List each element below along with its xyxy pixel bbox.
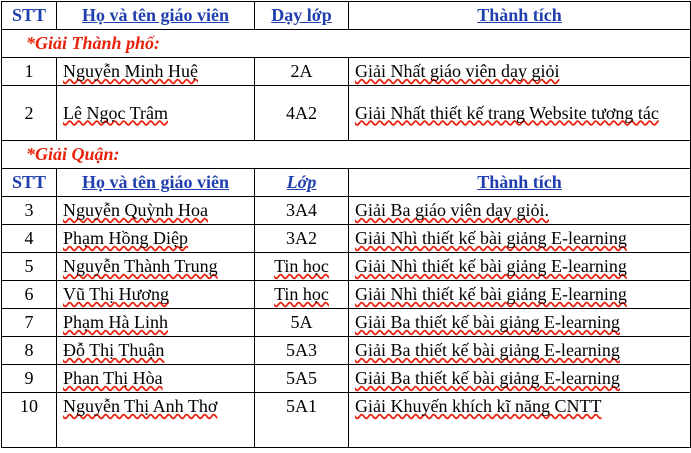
header-stt: STT: [2, 169, 57, 197]
awards-table: [1, 1, 691, 448]
cell-name: [57, 86, 255, 141]
header-class: [255, 2, 349, 30]
cell-achievement-text: Giải Nhì thiết kế bài giảng E-learning: [355, 284, 627, 304]
cell-achievement-text: Giải Ba thiết kế bài giảng E-learning: [355, 340, 620, 360]
header-achievement: [349, 169, 691, 197]
table-row: [2, 365, 691, 393]
cell-achievement-text: Giải Nhì thiết kế bài giảng E-learning: [355, 228, 627, 248]
table-row: [2, 86, 691, 141]
cell-class: 4A2: [255, 86, 349, 141]
cell-name: [57, 365, 255, 393]
cell-class: 2A: [255, 58, 349, 86]
cell-name-text: Đỗ Thị Thuận: [63, 340, 165, 360]
table-row: [2, 337, 691, 365]
cell-achievement-text: Giải Ba thiết kế bài giảng E-learning: [355, 368, 620, 388]
cell-name-text: Nguyễn Minh Huệ: [63, 61, 198, 81]
cell-achievement-text: Giải Khuyến khích kĩ năng CNTT: [355, 396, 602, 416]
section-row-city: [2, 30, 691, 58]
cell-class: 3A4: [255, 197, 349, 225]
cell-name: [57, 197, 255, 225]
cell-achievement: [349, 337, 691, 365]
cell-name-text: Phan Thị Hòa: [63, 368, 163, 388]
header-achievement-text: Thành tích: [477, 5, 562, 25]
cell-stt: 6: [2, 281, 57, 309]
cell-class: 5A3: [255, 337, 349, 365]
header-name: [57, 169, 255, 197]
cell-achievement: [349, 86, 691, 141]
cell-class: 5A: [255, 309, 349, 337]
cell-stt: 3: [2, 197, 57, 225]
header-name-text: Họ và tên giáo viên: [82, 172, 229, 192]
header-class-text: Lớp: [286, 172, 317, 192]
cell-name: [57, 58, 255, 86]
cell-stt: 8: [2, 337, 57, 365]
cell-stt: 10: [2, 393, 57, 448]
table-row: [2, 309, 691, 337]
table-row: [2, 281, 691, 309]
cell-achievement: [349, 197, 691, 225]
cell-name-text: Vũ Thị Hương: [63, 284, 169, 304]
cell-stt: 1: [2, 58, 57, 86]
cell-name-text: Nguyễn Thị Anh Thơ: [63, 396, 218, 416]
cell-name: [57, 281, 255, 309]
cell-achievement-text: Giải Ba thiết kế bài giảng E-learning: [355, 312, 620, 332]
cell-class: 3A2: [255, 225, 349, 253]
cell-class: [255, 281, 349, 309]
cell-name-text: Nguyễn Quỳnh Hoa: [63, 200, 208, 220]
cell-class-text: Tin học: [274, 256, 329, 276]
cell-achievement-text: Giải Nhất giáo viên dạy giỏi: [355, 61, 560, 81]
cell-achievement: [349, 225, 691, 253]
header-class-text: Dạy lớp: [271, 5, 332, 25]
cell-class: 5A1: [255, 393, 349, 448]
cell-name-text: Phạm Hà Linh: [63, 312, 168, 332]
cell-achievement: [349, 58, 691, 86]
cell-stt: 7: [2, 309, 57, 337]
cell-class-text: Tin học: [274, 284, 329, 304]
section-title-district: *Giải Quận:: [2, 141, 691, 169]
section-title-city: *Giải Thành phố:: [2, 30, 691, 58]
cell-stt: 5: [2, 253, 57, 281]
header-name: [57, 2, 255, 30]
table-row: [2, 197, 691, 225]
cell-achievement: [349, 309, 691, 337]
cell-name: [57, 225, 255, 253]
cell-stt: 4: [2, 225, 57, 253]
header-name-text: Họ và tên giáo viên: [82, 5, 229, 25]
cell-achievement: [349, 393, 691, 448]
header-achievement: [349, 2, 691, 30]
table-row: [2, 225, 691, 253]
cell-achievement-text: Giải Nhất thiết kế trang Website tương tác: [355, 102, 659, 123]
cell-class: [255, 253, 349, 281]
cell-achievement: [349, 253, 691, 281]
header-achievement-text: Thành tích: [477, 172, 562, 192]
cell-stt: 2: [2, 86, 57, 141]
cell-name: [57, 393, 255, 448]
cell-class: 5A5: [255, 365, 349, 393]
cell-name-text: Phạm Hồng Diệp: [63, 228, 188, 248]
cell-name: [57, 337, 255, 365]
cell-stt: 9: [2, 365, 57, 393]
header-stt: STT: [2, 2, 57, 30]
cell-name: [57, 253, 255, 281]
cell-achievement: [349, 281, 691, 309]
table-row: [2, 393, 691, 448]
cell-name: [57, 309, 255, 337]
cell-achievement-text: Giải Nhì thiết kế bài giảng E-learning: [355, 256, 627, 276]
table-header-row: [2, 169, 691, 197]
header-class: [255, 169, 349, 197]
cell-name-text: Nguyễn Thành Trung: [63, 256, 218, 276]
table-row: [2, 253, 691, 281]
cell-name-text: Lê Ngọc Trâm: [63, 102, 168, 123]
cell-achievement: [349, 365, 691, 393]
table-header-row: [2, 2, 691, 30]
cell-achievement-text: Giải Ba giáo viên dạy giỏi.: [355, 200, 549, 220]
table-row: [2, 58, 691, 86]
section-row-district: [2, 141, 691, 169]
